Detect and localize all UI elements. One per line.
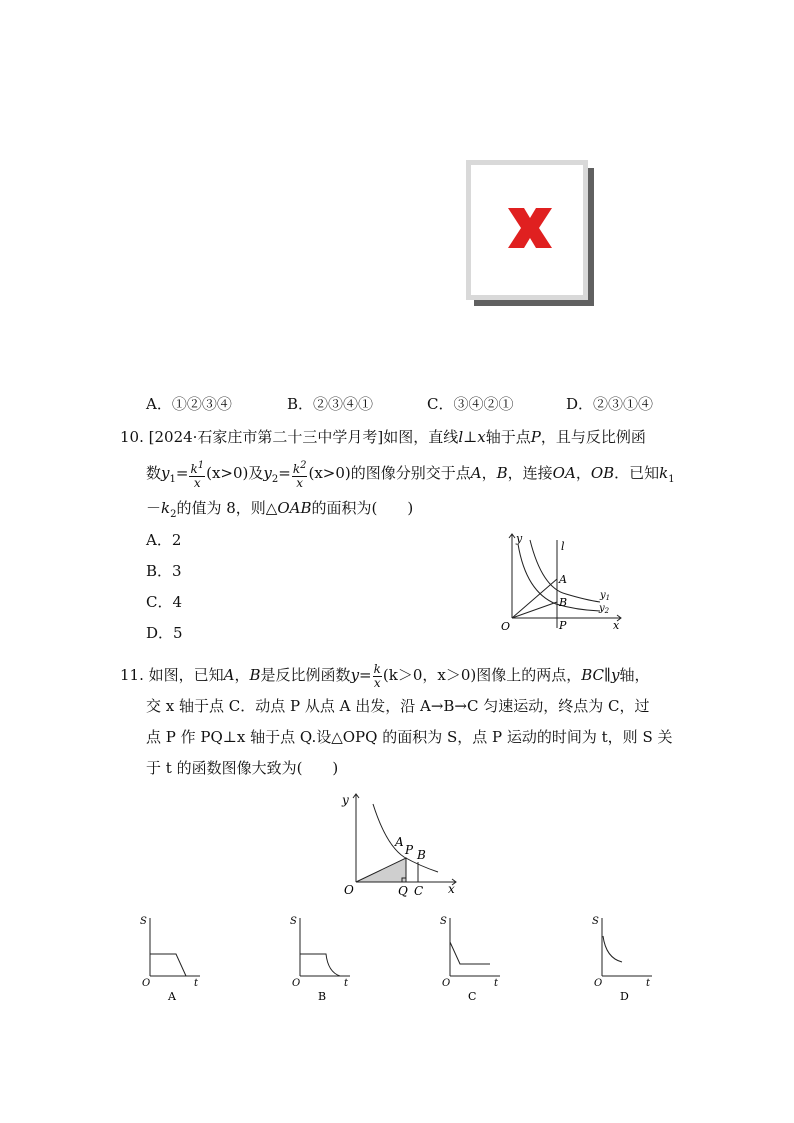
q11-figure: [338, 790, 468, 900]
fig-label-o: O: [344, 883, 354, 897]
q11-fraction: [373, 663, 382, 690]
q11-text: 如图，已知: [148, 666, 224, 684]
q9-option-d: D．②③①④: [566, 395, 654, 413]
choice-letter: D: [620, 990, 629, 1003]
q10-text: 的值为 8，则△: [176, 499, 278, 517]
fig-label-o: O: [501, 620, 511, 633]
segment-oa: [512, 579, 557, 618]
graph-curve: [300, 954, 340, 976]
axis-label-s: S: [290, 916, 297, 927]
frac-num: k: [190, 461, 198, 476]
axis-label-s: S: [140, 916, 147, 927]
fig-label-x: x: [448, 882, 455, 896]
frac-num: k: [292, 461, 301, 476]
q10-sub: 1: [169, 474, 176, 485]
axis-label-t: t: [344, 978, 349, 989]
q10-text: 轴于点: [485, 428, 531, 446]
q10-sub: 1: [668, 474, 675, 485]
frac-sup: 1: [197, 459, 205, 471]
q11-choice-b-graph: [280, 910, 360, 1010]
q10-var: y: [263, 464, 272, 482]
fig-label-y2: $y_2$: [599, 603, 610, 615]
q11-var: y: [350, 666, 360, 684]
fig-label-b: B: [417, 848, 426, 862]
axis-label-o: O: [442, 978, 451, 989]
axis-label-t: t: [646, 978, 651, 989]
frac-den: x: [296, 475, 304, 490]
q10-symbol: ⊥: [463, 428, 478, 446]
q11-line-3: 点 P 作 PQ⊥x 轴于点 Q.设△OPQ 的面积为 S，点 P 运动的时间为 t，则 S 关: [146, 728, 673, 746]
q11-symbol: ∥: [604, 666, 611, 684]
q10-var: OB: [590, 464, 615, 482]
q9-option-b: B．②③④①: [287, 395, 374, 413]
q11-choice-a-graph: [130, 910, 210, 1010]
q10-text: (x>0)的图像分别交于点: [308, 464, 471, 482]
q10-var: P: [530, 428, 541, 446]
q10-var: y: [161, 464, 170, 482]
fig-label-y: y: [342, 793, 349, 807]
q10-var: OAB: [277, 499, 312, 517]
axis-label-s: S: [592, 916, 599, 927]
fig-label-l: l: [561, 540, 565, 553]
triangle-opq: [356, 858, 406, 882]
q10-option-a: A．2: [146, 531, 182, 549]
q11-number: 11.: [120, 666, 144, 684]
choice-letter: B: [318, 990, 327, 1003]
q10-var: k: [161, 499, 171, 517]
q10-sub: 2: [271, 474, 279, 485]
q10-text: ，连接: [507, 464, 553, 482]
axis-label-s: S: [440, 916, 447, 927]
q9-option-c: C．③④②①: [427, 395, 514, 413]
q10-line-1: [120, 427, 646, 447]
fig-label-b: B: [559, 596, 568, 609]
q11-var: y: [610, 666, 620, 684]
q10-text: ，: [575, 464, 591, 482]
q11-line-4: 于 t 的函数图像大致为( ): [146, 759, 339, 777]
fig-label-p: P: [405, 843, 414, 857]
fig-label-a: A: [395, 835, 404, 849]
fig-label-a: A: [559, 573, 567, 586]
q11-line-2: 交 x 轴于点 C．动点 P 从点 A 出发，沿 A→B→C 匀速运动，终点为 C，过: [146, 697, 650, 715]
q10-sub: 2: [170, 509, 177, 520]
q10-var: x: [477, 428, 486, 446]
choice-letter: A: [168, 990, 176, 1003]
q10-text: ．已知: [614, 464, 660, 482]
q10-text: 的面积为( ): [311, 499, 414, 517]
q10-var: k: [659, 464, 669, 482]
fig-label-p: P: [559, 619, 567, 632]
frac-num: k: [373, 661, 381, 676]
q9-option-a: A．①②③④: [146, 395, 232, 413]
axis-label-t: t: [494, 978, 499, 989]
graph-curve: [150, 954, 186, 976]
fig-label-q: Q: [398, 884, 408, 898]
broken-image-icon: [466, 160, 594, 306]
q10-source: [2024·石家庄市第二十三中学月考]: [148, 428, 384, 446]
q10-text: ，: [481, 464, 497, 482]
q11-text: 是反比例函数: [260, 666, 351, 684]
fig-label-x: x: [613, 619, 620, 632]
q10-text: －: [146, 499, 162, 517]
q10-var: l: [458, 428, 464, 446]
q11-symbol: =: [359, 666, 372, 684]
q10-var: OA: [552, 464, 576, 482]
q10-line-3: [146, 498, 413, 525]
q10-fraction-2: [292, 459, 308, 490]
frac-den: x: [373, 675, 381, 690]
q11-text: (k＞0，x＞0)图像上的两点，: [382, 666, 582, 684]
q11-choice-d-graph: [582, 910, 662, 1010]
q10-fraction-1: [189, 459, 205, 490]
q10-text: (x>0)及: [206, 464, 264, 482]
segment-ob: [512, 602, 557, 618]
q10-option-d: D．5: [146, 624, 183, 642]
q10-number: 10.: [120, 428, 144, 446]
q11-choice-c-graph: [430, 910, 510, 1010]
frac-sup: 2: [300, 459, 307, 471]
q11-text: 轴，: [619, 666, 650, 684]
q11-var: B: [249, 666, 261, 684]
frac-den: x: [193, 475, 201, 490]
q11-var: BC: [581, 666, 605, 684]
q10-option-c: C．4: [146, 593, 183, 611]
q11-line-1: 11. 如图，已知A，B是反比例函数y= $\frac{k}{x}$ (k＞0，x＞0)图像上的两点，BC∥y轴，: [120, 661, 650, 690]
fig-label-c: C: [414, 884, 424, 898]
axis-label-o: O: [142, 978, 151, 989]
fig-label-y: y: [516, 532, 523, 545]
q10-figure: [496, 530, 626, 640]
graph-curve: [603, 936, 622, 962]
q10-text: 如图，直线: [383, 428, 459, 446]
fig-label-y1: $y_1$: [600, 590, 611, 602]
q10-text: ，且与反比例函: [540, 428, 646, 446]
q10-line-2: [146, 458, 675, 495]
choice-letter: C: [468, 990, 477, 1003]
q10-option-b: B．3: [146, 562, 182, 580]
q10-var: A: [470, 464, 482, 482]
q10-symbol: =: [175, 464, 189, 482]
axis-label-t: t: [194, 978, 199, 989]
q11-var: A: [223, 666, 235, 684]
q10-symbol: =: [278, 464, 291, 482]
q10-text: 数: [146, 464, 162, 482]
axis-label-o: O: [594, 978, 603, 989]
axis-label-o: O: [292, 978, 301, 989]
q10-var: B: [496, 464, 508, 482]
graph-curve: [450, 942, 490, 964]
